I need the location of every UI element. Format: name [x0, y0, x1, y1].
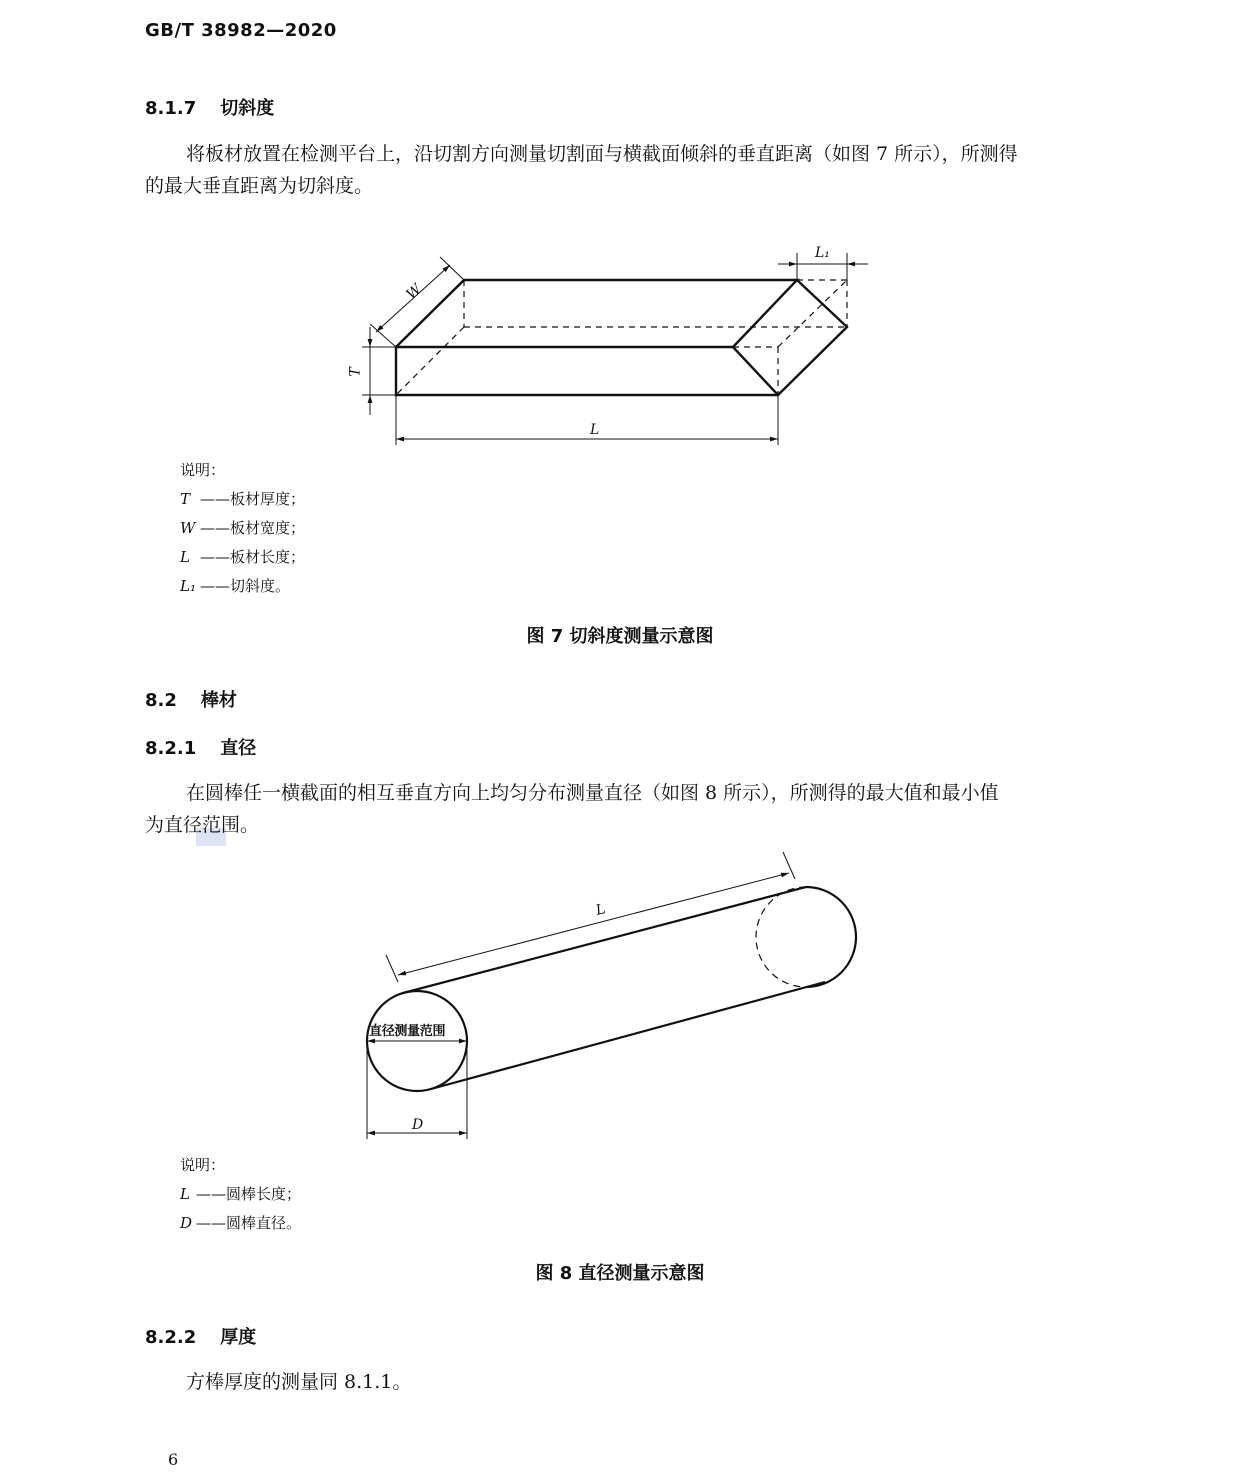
legend-symbol: L₁: [180, 577, 196, 595]
legend-text: 切斜度。: [230, 577, 291, 595]
paragraph-line: 的最大垂直距离为切斜度。: [145, 175, 374, 197]
legend-symbol: W: [180, 519, 196, 537]
legend-symbol: D: [180, 1214, 193, 1232]
legend-text: 圆棒长度；: [226, 1185, 302, 1203]
legend-text: 板材长度；: [230, 548, 306, 566]
legend-item: [180, 572, 290, 601]
section-title: 厚度: [220, 1327, 257, 1348]
figure-8-rod-drawing: [367, 852, 856, 1139]
legend-item: [180, 1209, 301, 1238]
standard-header: GB/T 38982—2020: [145, 20, 337, 41]
section-number: 8.2.2: [145, 1327, 197, 1348]
paragraph-line: 方棒厚度的测量同 8.1.1。: [186, 1371, 412, 1393]
legend-dash: ——: [200, 519, 230, 537]
section-number: 8.2.1: [145, 738, 197, 759]
section-title: 切斜度: [220, 98, 275, 119]
legend-text: 圆棒直径。: [226, 1214, 302, 1232]
dimension-label-D: D: [412, 1117, 424, 1133]
figure-8-caption: 图 8 直径测量示意图: [535, 1263, 705, 1284]
paragraph-line: 将板材放置在检测平台上，沿切割方向测量切割面与横截面倾斜的垂直距离（如图 7 所示），所测得: [186, 143, 1018, 165]
legend-text: 板材厚度；: [230, 490, 306, 508]
legend-item: [180, 514, 305, 543]
legend-dash: ——: [200, 577, 230, 595]
legend-dash: ——: [196, 1185, 226, 1203]
section-heading-8-2-1: [145, 734, 256, 760]
section-title: 棒材: [200, 690, 237, 711]
legend-item: [180, 543, 305, 572]
legend-text: 板材宽度；: [230, 519, 306, 537]
legend-dash: ——: [200, 490, 230, 508]
legend-title: 说明：: [180, 1156, 226, 1174]
section-number: 8.1.7: [145, 98, 197, 119]
figure-7-caption: 图 7 切斜度测量示意图: [526, 626, 714, 647]
legend-symbol: T: [180, 490, 191, 508]
section-heading-8-2-2: [145, 1323, 256, 1349]
legend-item: [180, 485, 305, 514]
legend-title: 说明：: [180, 461, 226, 479]
diameter-range-label: 直径测量范围: [369, 1024, 446, 1039]
dimension-label-L: L: [590, 422, 600, 438]
paragraph-line: 为直径范围。: [145, 814, 260, 836]
dimension-label-W: W: [403, 281, 425, 303]
page-number: 6: [168, 1450, 179, 1469]
section-title: 直径: [220, 738, 257, 759]
legend-symbol: L: [180, 548, 190, 566]
dimension-label-L: L: [594, 901, 608, 919]
legend-dash: ——: [200, 548, 230, 566]
paragraph-line: 在圆棒任一横截面的相互垂直方向上均匀分布测量直径（如图 8 所示），所测得的最大值和最小值: [186, 782, 999, 804]
legend-symbol: L: [180, 1185, 190, 1203]
figure-7-plate-drawing: [362, 253, 868, 445]
section-number: 8.2: [145, 690, 177, 711]
dimension-label-L1: L₁: [815, 245, 830, 261]
legend-dash: ——: [196, 1214, 226, 1232]
dimension-label-T: T: [347, 367, 364, 377]
legend-item: [180, 1180, 301, 1209]
section-heading-8-2: [145, 686, 237, 712]
